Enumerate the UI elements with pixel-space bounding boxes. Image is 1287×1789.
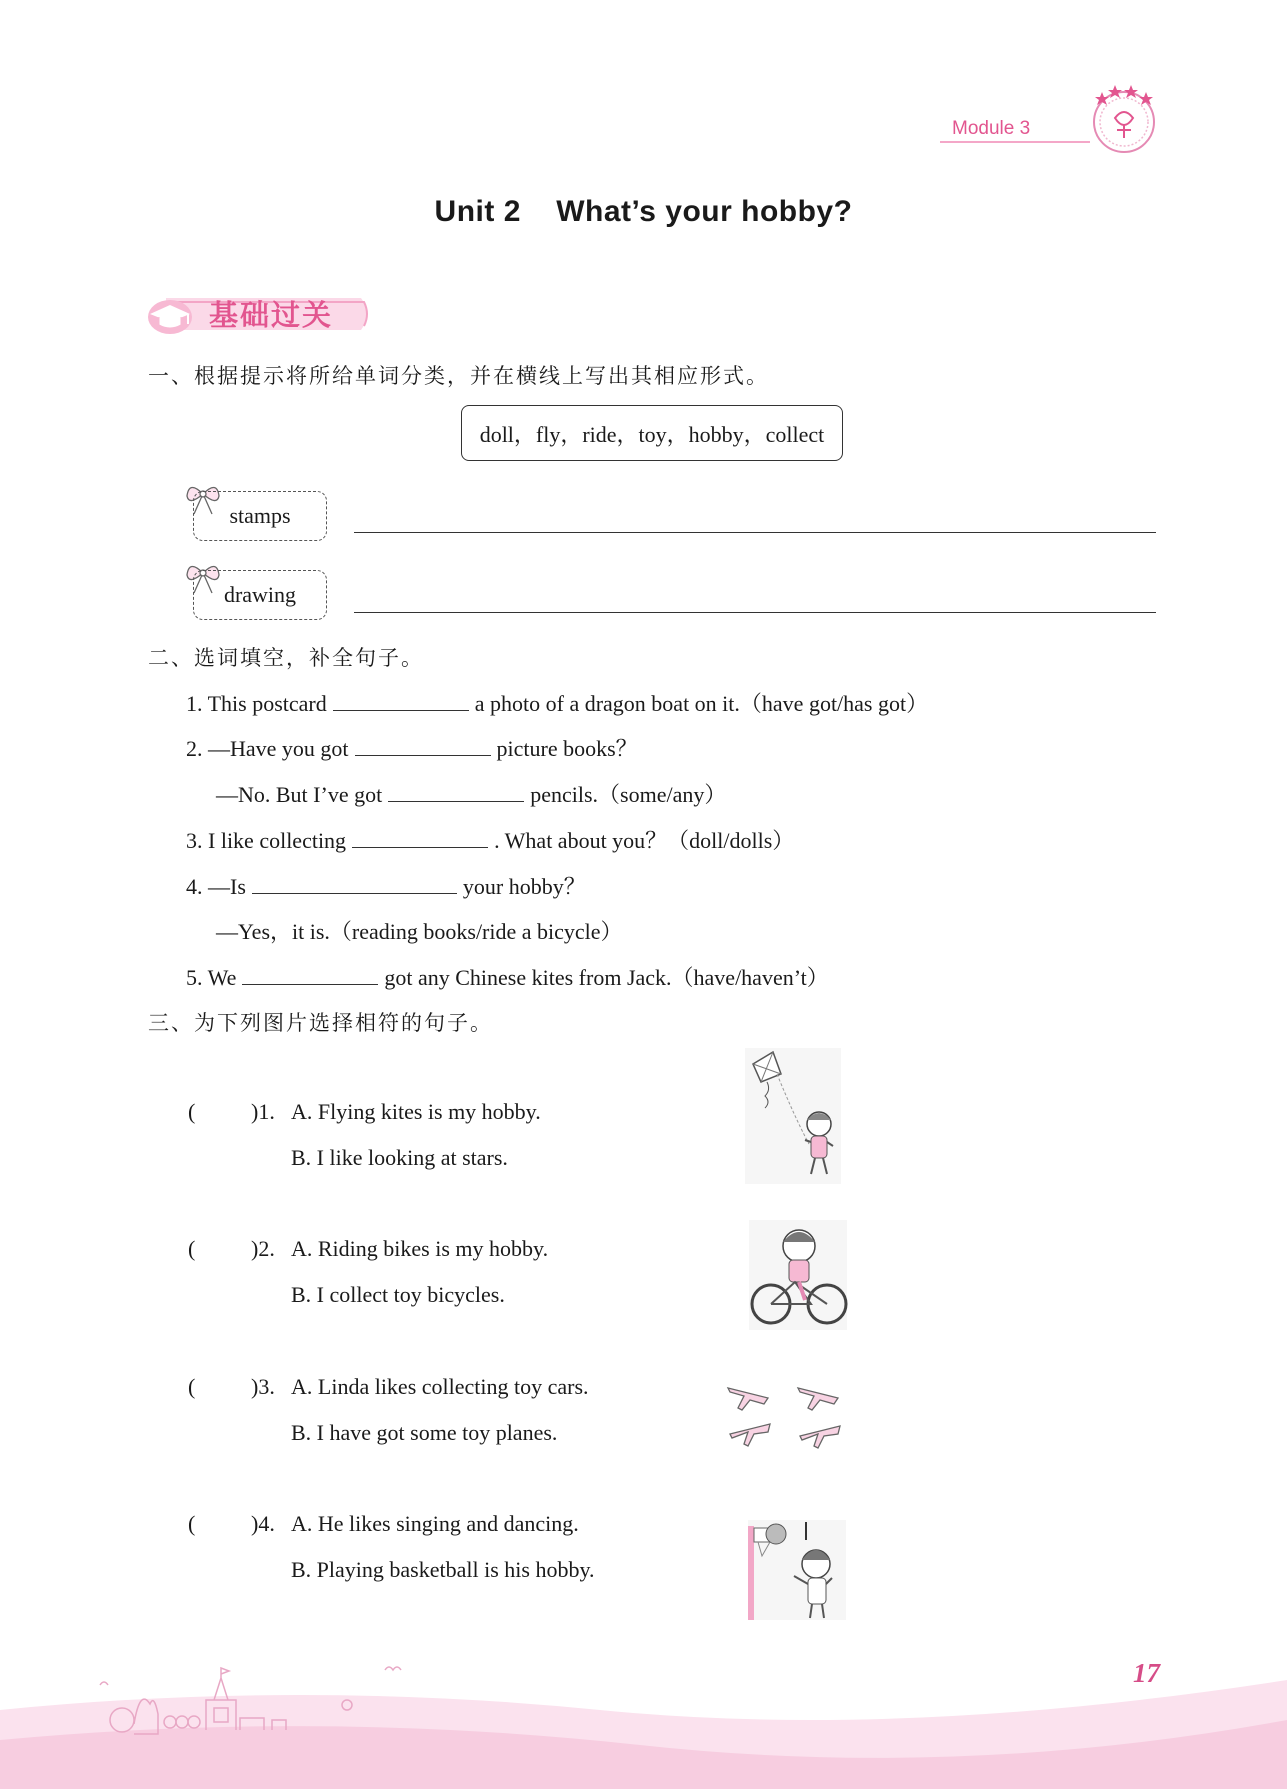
tag-label: drawing (223, 582, 297, 607)
fill-blank[interactable] (242, 966, 378, 985)
answer-line[interactable] (354, 612, 1156, 613)
answer-paren[interactable]: ( (188, 1374, 196, 1399)
question-text: 2. —Have you got (186, 736, 349, 761)
fill-blank[interactable] (252, 875, 457, 894)
choice-number: )1. (251, 1099, 275, 1124)
boy-playing-basketball-illustration (740, 1520, 848, 1620)
question-text: . What about you？（doll/dolls） (494, 828, 795, 853)
kite-boy-illustration (745, 1048, 841, 1184)
question-1 (186, 687, 928, 718)
question-text: 5. We (186, 965, 237, 990)
question-text: 1. This postcard (186, 691, 327, 716)
question-3 (186, 824, 794, 855)
question-4-reply (216, 915, 623, 946)
option-b: B. I collect toy bicycles. (291, 1282, 505, 1307)
part1-heading: 一、根据提示将所给单词分类，并在横线上写出其相应形式。 (148, 365, 769, 388)
part3-heading: 三、为下列图片选择相符的句子。 (148, 1012, 493, 1035)
publisher-badge-icon (1085, 78, 1163, 156)
word-bank (461, 405, 843, 461)
fill-blank[interactable] (352, 829, 488, 848)
question-text: pencils.（some/any） (530, 782, 727, 807)
section-title: 基础过关 (209, 300, 334, 332)
choice-number: )2. (251, 1236, 275, 1261)
question-text: picture books？ (496, 736, 638, 761)
module-label: Module 3 (952, 118, 1031, 139)
question-text: 4. —Is (186, 874, 246, 899)
category-tag-stamps (193, 491, 327, 541)
tag-label: stamps (229, 503, 291, 528)
header-divider (940, 141, 1090, 143)
question-text: 3. I like collecting (186, 828, 347, 853)
answer-line[interactable] (354, 532, 1156, 533)
answer-paren[interactable]: ( (188, 1236, 196, 1261)
word-bank-text: doll，fly，ride，toy，hobby，collect (479, 421, 825, 447)
page-title: Unit 2 What’s your hobby? (434, 195, 853, 228)
toy-planes-illustration (724, 1374, 856, 1460)
part2-heading: 二、选词填空，补全句子。 (148, 647, 424, 670)
question-text: got any Chinese kites from Jack.（have/haven’t） (384, 965, 829, 990)
question-2 (186, 732, 638, 763)
question-text: a photo of a dragon boat on it.（have got/has got） (474, 691, 929, 716)
page-number: 17 (1133, 1658, 1160, 1688)
choice-number: )3. (251, 1374, 275, 1399)
choice-number: )4. (251, 1511, 275, 1536)
fill-blank[interactable] (388, 783, 524, 802)
girl-riding-bike-illustration (745, 1220, 851, 1330)
option-a: A. Linda likes collecting toy cars. (291, 1374, 589, 1399)
fill-blank[interactable] (355, 737, 491, 756)
answer-paren[interactable]: ( (188, 1511, 196, 1536)
question-text: your hobby？ (462, 874, 586, 899)
fill-blank[interactable] (333, 692, 469, 711)
question-2-reply (216, 778, 726, 809)
option-a: A. He likes singing and dancing. (291, 1511, 579, 1536)
option-a: A. Riding bikes is my hobby. (291, 1236, 549, 1261)
footer-wave-decoration (0, 1640, 1287, 1789)
question-5 (186, 961, 829, 992)
question-text: —Yes，it is.（reading books/ride a bicycle） (216, 919, 623, 944)
option-a: A. Flying kites is my hobby. (291, 1099, 541, 1124)
option-b: B. I have got some toy planes. (291, 1420, 558, 1445)
option-b: B. I like looking at stars. (291, 1145, 508, 1170)
question-4 (186, 870, 586, 901)
category-tag-drawing (193, 570, 327, 620)
option-b: B. Playing basketball is his hobby. (291, 1557, 595, 1582)
answer-paren[interactable]: ( (188, 1099, 196, 1124)
question-text: —No. But I’ve got (216, 782, 383, 807)
